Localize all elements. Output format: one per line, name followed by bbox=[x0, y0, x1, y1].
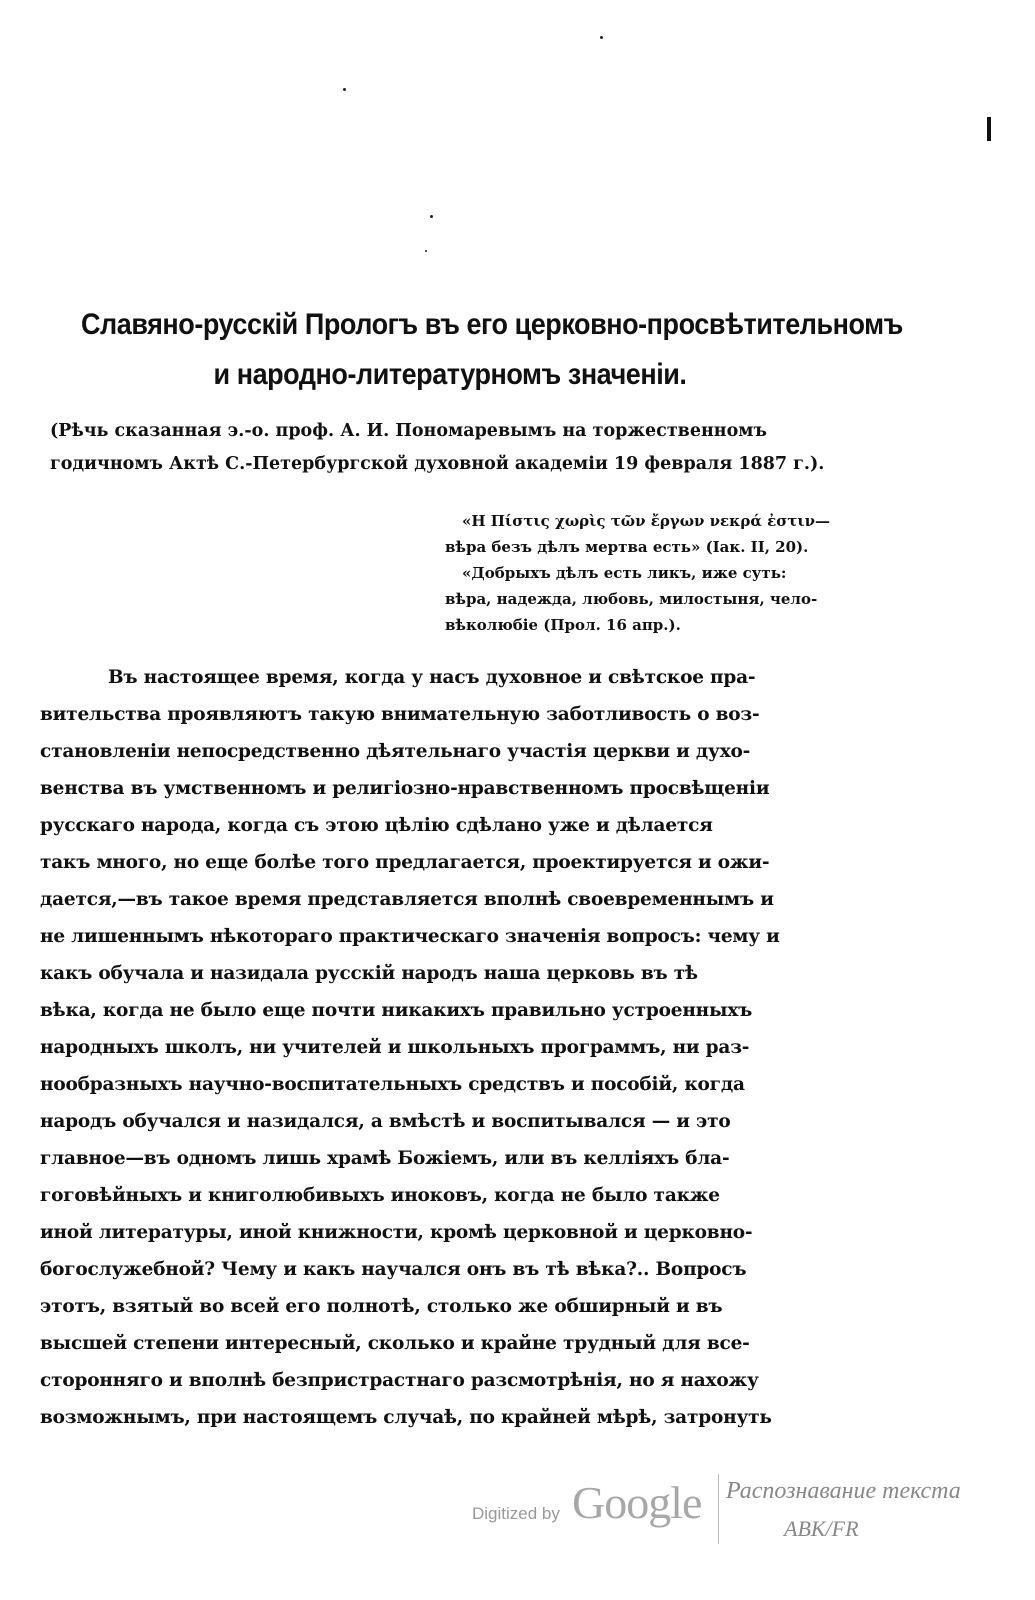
google-logo: Google bbox=[572, 1477, 702, 1528]
document-title-line-2: и народно-литературномъ значеніи. bbox=[213, 358, 687, 391]
epigraph-line: вѣра безъ дѣлъ мертва есть» (Iак. II, 20). bbox=[445, 538, 809, 556]
body-line: венства въ умственномъ и религіозно-нравственномъ просвѣщеніи bbox=[40, 778, 770, 799]
scan-speck bbox=[430, 215, 433, 218]
ocr-credit-line-1: Распознавание текста bbox=[726, 1478, 961, 1504]
subtitle-line-1: (Рѣчь сказанная э.-о. проф. А. И. Пономаревымъ на торжественномъ bbox=[50, 421, 767, 441]
digitized-by-label: Digitized by bbox=[472, 1504, 560, 1523]
body-line: главное—въ одномъ лишь храмѣ Божіемъ, или въ келліяхъ бла- bbox=[40, 1148, 730, 1169]
epigraph-line: «Добрыхъ дѣлъ есть ликъ, иже суть: bbox=[462, 564, 787, 582]
body-line: этотъ, взятый во всей его полнотѣ, столько же обширный и въ bbox=[40, 1296, 723, 1317]
body-line: такъ много, но еще болѣе того предлагается, проектируется и ожи- bbox=[40, 852, 770, 873]
body-line: высшей степени интересный, сколько и крайне трудный для все- bbox=[40, 1333, 750, 1354]
epigraph-line: «Η Πίστις χωρὶς τῶν ἔργων νεκρά ἐστιν— bbox=[462, 512, 831, 530]
body-line: народныхъ школъ, ни учителей и школьныхъ программъ, ни раз- bbox=[40, 1037, 750, 1058]
body-line: иной литературы, иной книжности, кромѣ церковной и церковно- bbox=[40, 1222, 753, 1243]
body-line: Въ настоящее время, когда у насъ духовное и свѣтское пра- bbox=[108, 667, 756, 688]
digitization-watermark bbox=[472, 1468, 992, 1578]
body-line: нообразныхъ научно-воспитательныхъ средствъ и пособій, когда bbox=[40, 1074, 745, 1095]
body-line: становленіи непосредственно дѣятельнаго участія церкви и духо- bbox=[40, 741, 751, 762]
body-line: богослужебной? Чему и какъ научался онъ въ тѣ вѣка?.. Вопросъ bbox=[40, 1259, 747, 1280]
watermark-divider bbox=[718, 1474, 719, 1544]
body-line: сторонняго и вполнѣ безпристрастнаго разсмотрѣнія, но я нахожу bbox=[40, 1370, 759, 1391]
body-line: вѣка, когда не было еще почти никакихъ правильно устроенныхъ bbox=[40, 1000, 753, 1021]
scan-speck bbox=[600, 36, 603, 39]
ocr-credit-line-2: ABK/FR bbox=[784, 1516, 859, 1541]
body-line: русскаго народа, когда съ этою цѣлію сдѣлано уже и дѣлается bbox=[40, 815, 713, 836]
epigraph-line: вѣколюбіе (Прол. 16 апр.). bbox=[445, 616, 681, 634]
body-line: дается,—въ такое время представляется вполнѣ своевременнымъ и bbox=[40, 889, 774, 910]
body-line: гоговѣйныхъ и книголюбивыхъ иноковъ, когда не было также bbox=[40, 1185, 720, 1206]
body-line: возможнымъ, при настоящемъ случаѣ, по крайней мѣрѣ, затронуть bbox=[40, 1407, 772, 1428]
document-title-line-1: Славяно-русскій Прологъ въ его церковно-просвѣтительномъ bbox=[81, 308, 903, 341]
subtitle-line-2: годичномъ Актѣ С.-Петербургской духовной академіи 19 февраля 1887 г.). bbox=[50, 454, 825, 474]
body-line: народъ обучался и назидался, а вмѣстѣ и воспитывался — и это bbox=[40, 1111, 731, 1132]
scan-edge-mark bbox=[987, 117, 991, 141]
scan-speck bbox=[425, 250, 427, 252]
scan-speck bbox=[343, 88, 346, 91]
body-line: вительства проявляютъ такую внимательную заботливость о воз- bbox=[40, 704, 760, 725]
body-line: не лишеннымъ нѣкотораго практическаго значенія вопросъ: чему и bbox=[40, 926, 780, 947]
body-line: какъ обучала и назидала русскій народъ наша церковь въ тѣ bbox=[40, 963, 698, 984]
epigraph-line: вѣра, надежда, любовь, милостыня, чело- bbox=[445, 590, 818, 608]
